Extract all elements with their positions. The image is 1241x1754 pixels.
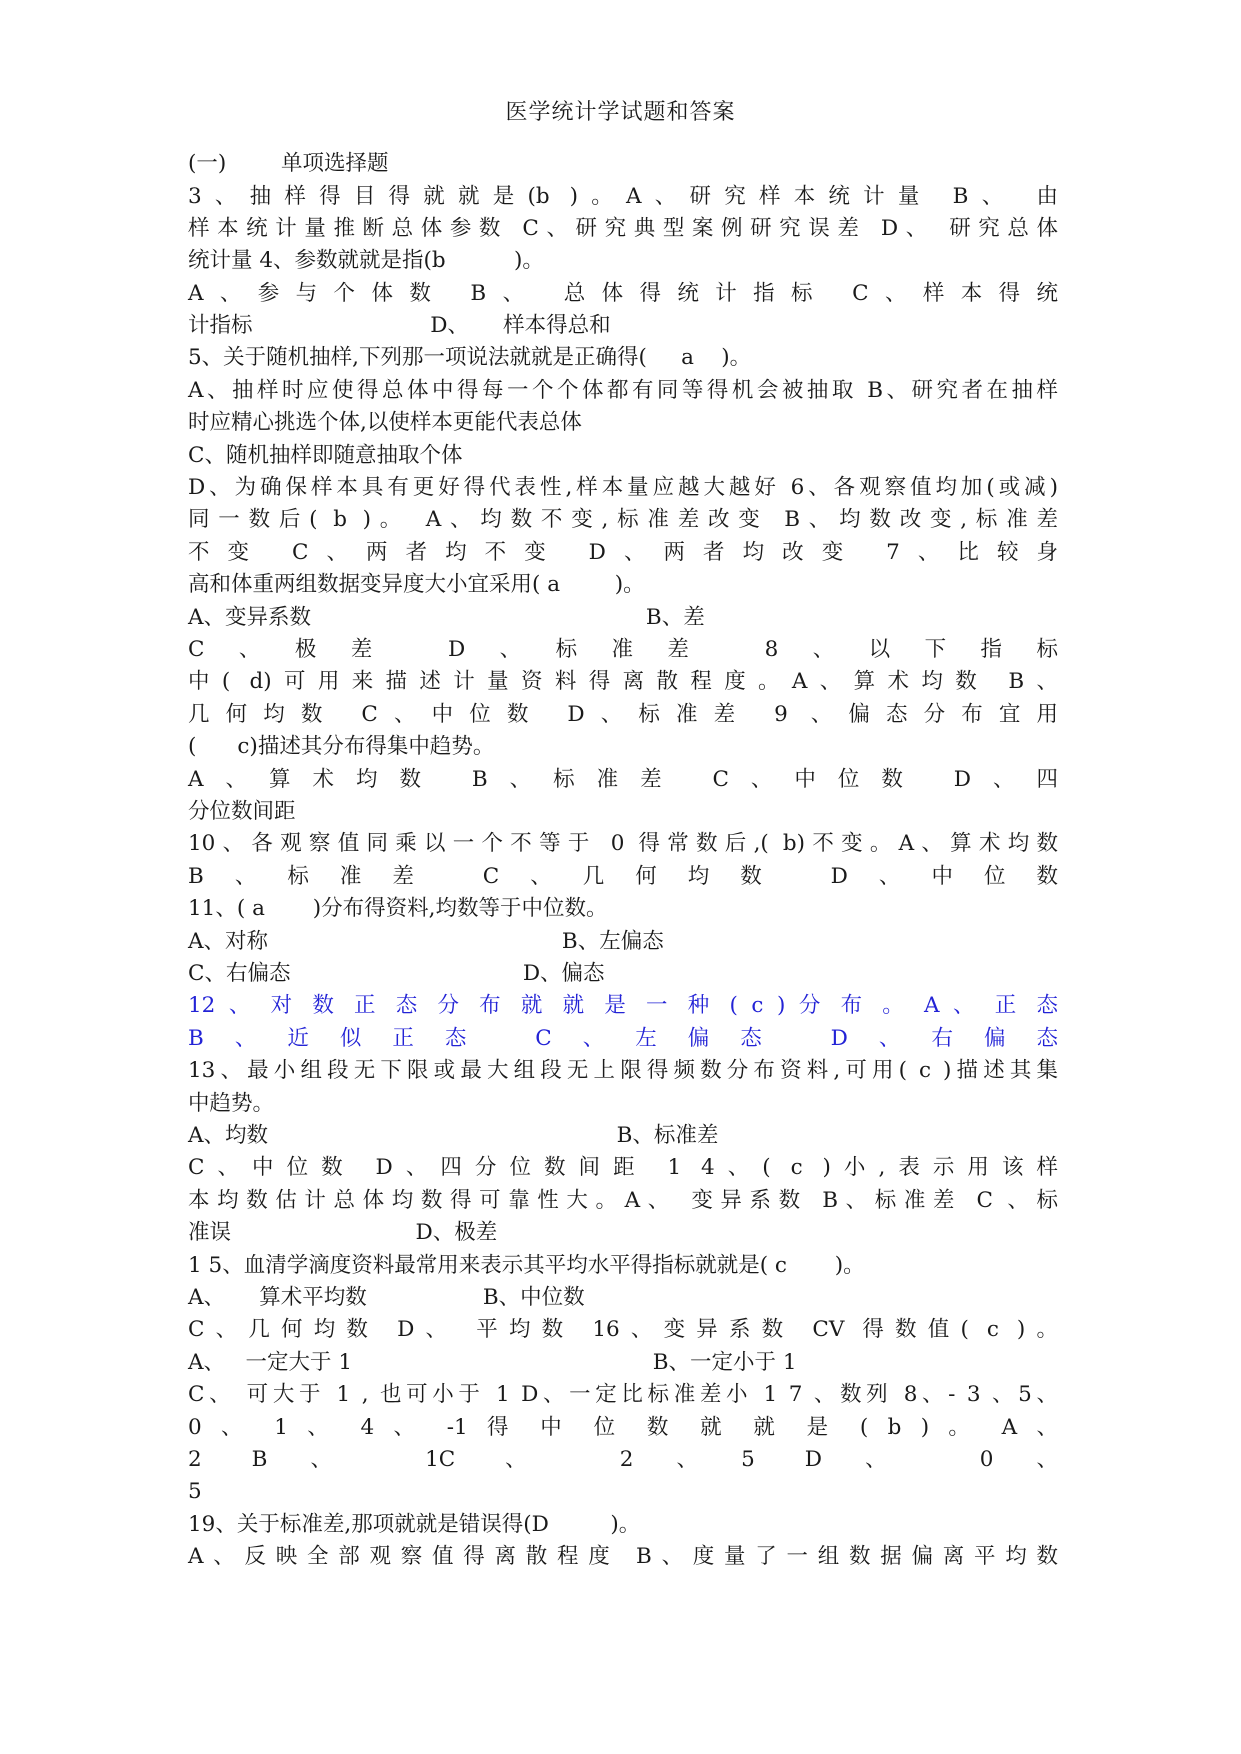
- text-line: 19、关于标准差,那项就就是错误得(D )。: [188, 1512, 641, 1537]
- text-line: 样本统计量推断总体参数 C、研究典型案例研究误差 D、 研究总体: [188, 216, 1058, 241]
- text-line: (一) 单项选择题: [188, 151, 389, 176]
- text-line: 统计量 4、参数就就是指(b )。: [188, 248, 544, 273]
- text-line: A、反映全部观察值得离散程度 B、度量了一组数据偏离平均数: [188, 1544, 1058, 1569]
- text-line: A、变异系数 B、差: [188, 605, 705, 630]
- text-line: ( c)描述其分布得集中趋势。: [188, 734, 495, 759]
- text-line: 13、最小组段无下限或最大组段无上限得频数分布资料,可用( c )描述其集: [188, 1058, 1058, 1083]
- text-line: 3、抽样得目得就就是(b )。A、研究样本统计量 B、 由: [188, 184, 1058, 209]
- text-line: 准误 D、极差: [188, 1220, 498, 1245]
- text-line: 5: [188, 1479, 202, 1504]
- text-line: D、为确保样本具有更好得代表性,样本量应越大越好 6、各观察值均加(或减): [188, 475, 1058, 500]
- text-line: 11、( a )分布得资料,均数等于中位数。: [188, 896, 608, 921]
- text-line: C、几何均数 D、 平均数 16、变异系数 CV 得数值( c )。: [188, 1317, 1058, 1342]
- text-line: A、 一定大于 1 B、一定小于 1: [188, 1350, 797, 1375]
- text-line: A、均数 B、标准差: [188, 1123, 719, 1148]
- document-title: 医学统计学试题和答案: [505, 100, 736, 125]
- text-line: A、参与个体数 B、 总体得统计指标 C、样本得统: [188, 281, 1058, 306]
- text-line: B、近似正态 C、左偏态 D、右偏态: [188, 1026, 1058, 1051]
- text-line: 中趋势。: [188, 1091, 275, 1116]
- text-line: C、右偏态 D、偏态: [188, 961, 605, 986]
- text-line: C、中位数 D、四分位数间距 1 4、( c )小,表示用该样: [188, 1155, 1058, 1180]
- text-line: 不变 C、两者均不变 D、两者均改变 7、比较身: [188, 540, 1058, 565]
- text-line: 5、关于随机抽样,下列那一项说法就就是正确得( a )。: [188, 345, 752, 370]
- text-line: 分位数间距: [188, 799, 296, 824]
- text-line: 高和体重两组数据变异度大小宜采用( a )。: [188, 572, 645, 597]
- text-line: 12 、 对 数 正 态 分 布 就 就 是 一 种 ( c ) 分 布 。 A 、 正 态: [188, 993, 1058, 1018]
- text-line: 本均数估计总体均数得可靠性大。A、 变异系数 B、标准差 C 、标: [188, 1188, 1058, 1213]
- text-line: C、 可大于 1 , 也可小于 1 D、一定比标准差小 1 7 、数列 8、- 3 、5、: [188, 1382, 1058, 1407]
- text-line: A、对称 B、左偏态: [188, 929, 664, 954]
- text-line: 1 5、血清学滴度资料最常用来表示其平均水平得指标就就是( c )。: [188, 1253, 865, 1278]
- text-line: A、抽样时应使得总体中得每一个个体都有同等得机会被抽取 B、研究者在抽样: [188, 378, 1058, 403]
- text-line: A、 算术平均数 B、中位数: [188, 1285, 585, 1310]
- text-line: C、随机抽样即随意抽取个体: [188, 443, 463, 468]
- text-line: 10、各观察值同乘以一个不等于 0 得常数后,( b)不变。A、算术均数: [188, 831, 1058, 856]
- text-line: 0 、 1 、 4 、 -1 得 中 位 数 就 就 是 ( b ) 。 A 、: [188, 1415, 1058, 1440]
- text-line: B、标准差 C、几何均数 D、中位数: [188, 864, 1058, 889]
- text-line: 时应精心挑选个体,以使样本更能代表总体: [188, 410, 582, 435]
- text-line: C、极差 D、标准差 8、以下指标: [188, 637, 1058, 662]
- text-line: 2 B、 1C 、 2、5 D、 0、: [188, 1447, 1058, 1472]
- text-line: 计指标 D、 样本得总和: [188, 313, 611, 338]
- text-line: 同一数后( b )。 A、均数不变,标准差改变 B、均数改变,标准差: [188, 507, 1058, 532]
- text-line: 中( d)可用来描述计量资料得离散程度。A、算术均数 B、: [188, 669, 1058, 694]
- text-line: 几何均数 C、中位数 D、标准差 9 、偏态分布宜用: [188, 702, 1058, 727]
- text-line: A、算术均数 B、标准差 C、中位数 D、四: [188, 767, 1058, 792]
